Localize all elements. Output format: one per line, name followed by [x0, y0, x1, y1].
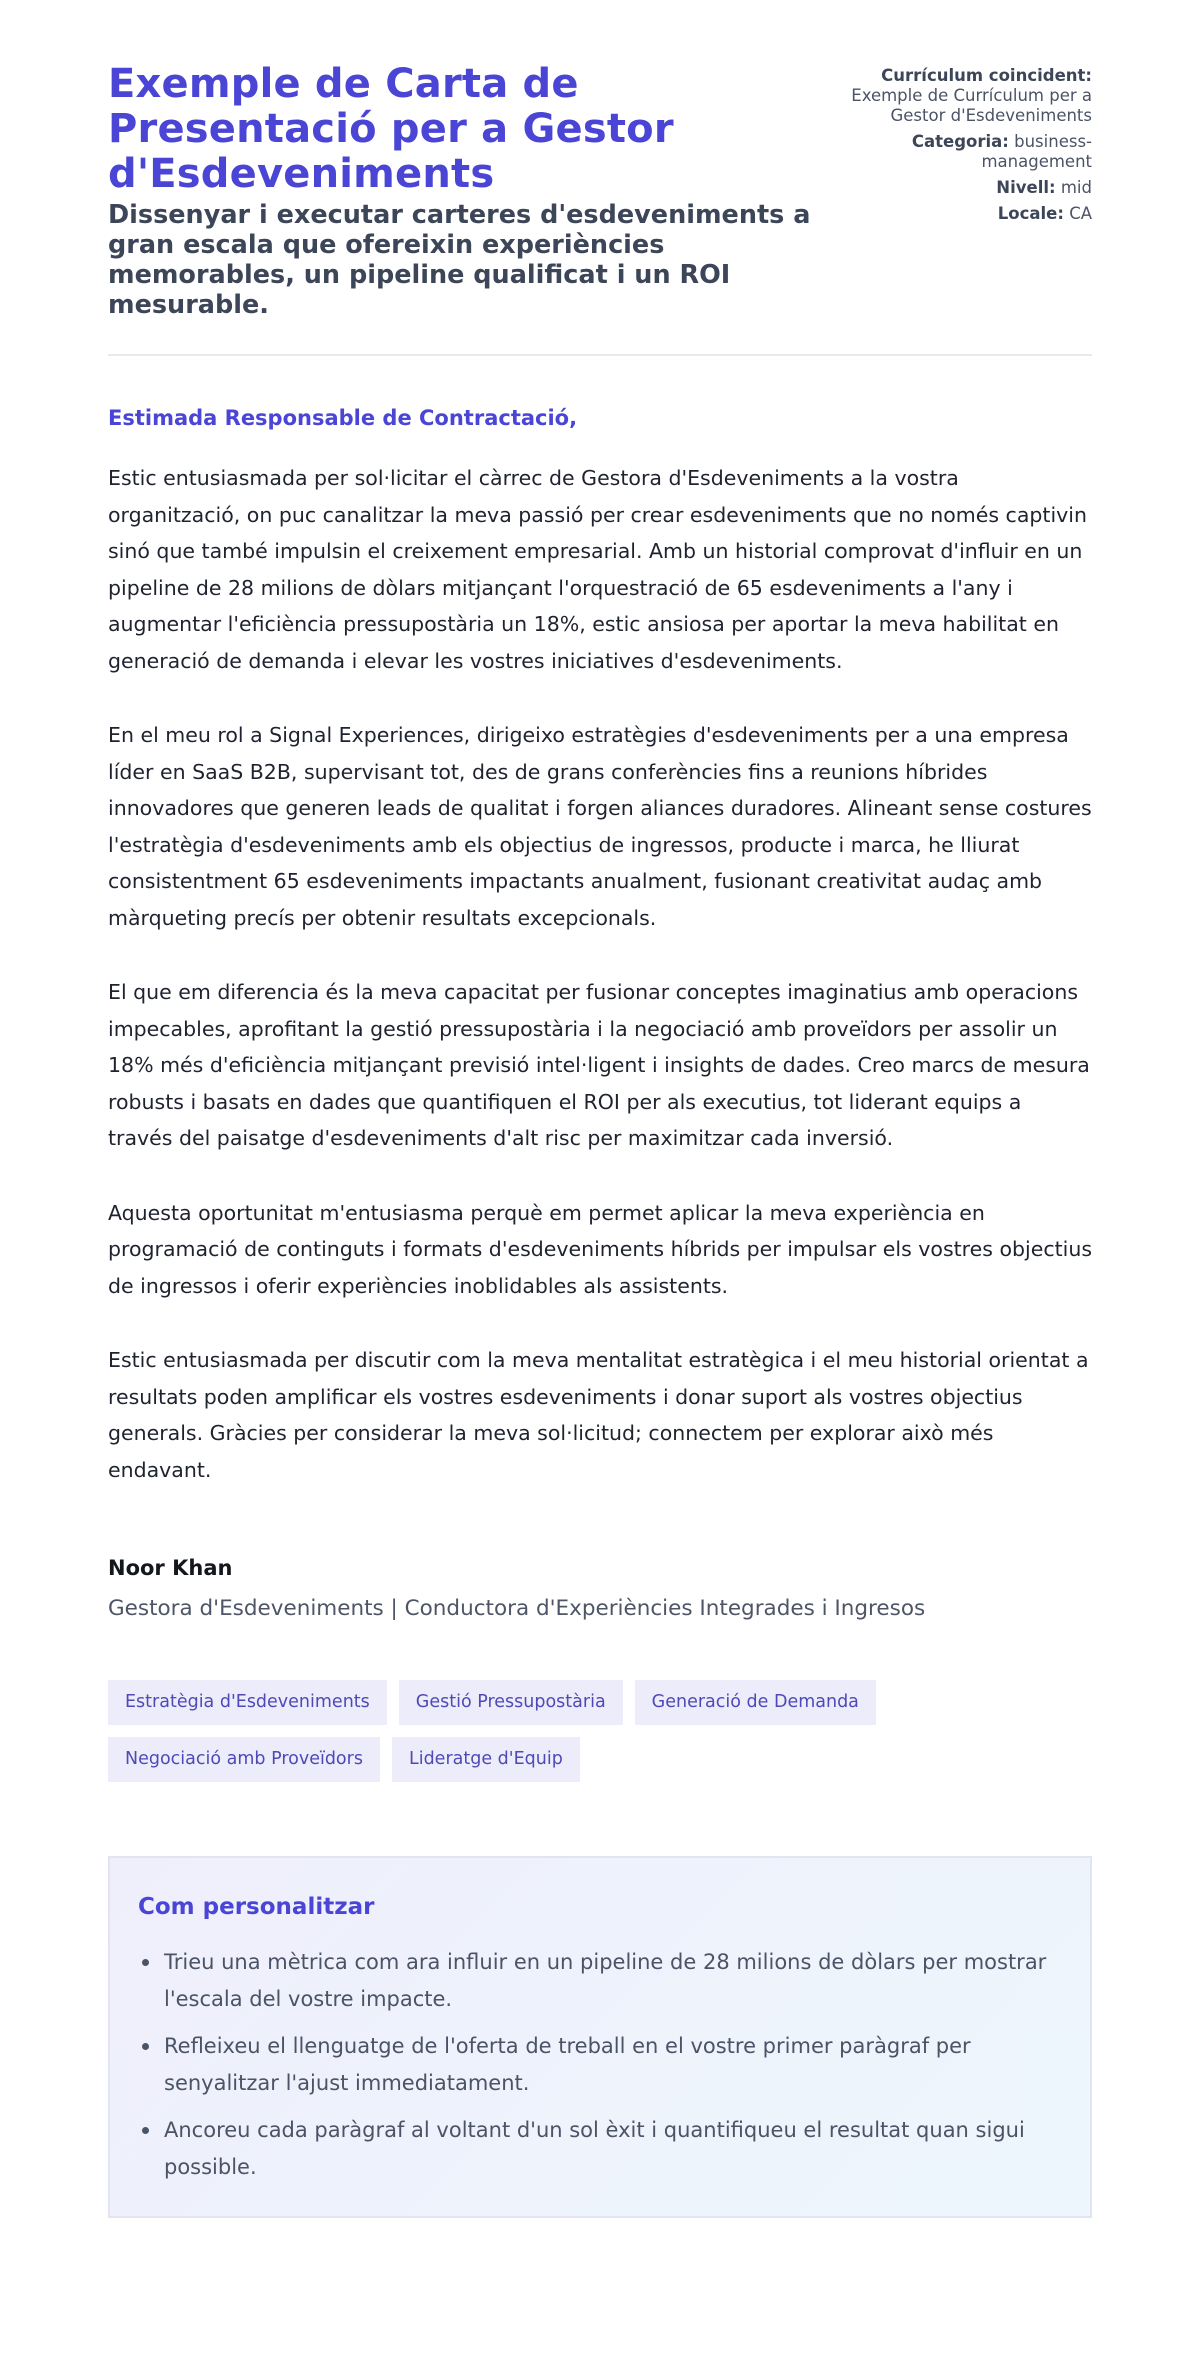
- page-title: Exemple de Carta de Presentació per a Gestor d'Esdeveniments: [108, 61, 674, 197]
- page-header: [108, 62, 1092, 320]
- salutation: Estimada Responsable de Contractació,: [108, 406, 578, 430]
- letter-paragraph: Estic entusiasmada per discutir com la meva mentalitat estratègica i el meu historial orientat a resultats poden amplificar els vostres esdeveniments i donar suport als vostres objectius generals. Gràcies per considerar la meva sol·licitud; connectem per explorar això més endavant.: [108, 1348, 1089, 1482]
- meta-locale: [842, 204, 1092, 224]
- meta-label: Nivell:: [996, 178, 1056, 197]
- meta-matching-resume: [842, 66, 1092, 126]
- letter: [108, 404, 1092, 1624]
- meta-value: mid: [1060, 178, 1092, 197]
- letter-paragraph: Aquesta oportunitat m'entusiasma perquè em permet aplicar la meva experiència en programació de continguts i formats d'esdeveniments híbrids per impulsar els vostres objectius de ingressos i oferir experiències inoblidables als assistents.: [108, 1200, 1092, 1298]
- skill-tag: Gestió Pressupostària: [399, 1680, 623, 1725]
- page-subtitle: Dissenyar i executar carteres d'esdeveniments a gran escala que ofereixin experiències memorables, un pipeline qualificat i un ROI mesurable.: [108, 200, 811, 320]
- header-divider: [108, 354, 1092, 356]
- skill-tag: Negociació amb Proveïdors: [108, 1737, 380, 1782]
- meta-value: CA: [1069, 204, 1092, 223]
- tips-item: [138, 2028, 1062, 2102]
- meta-value: Exemple de Currículum per a Gestor d'Esdeveniments: [851, 86, 1092, 125]
- letter-paragraph: El que em diferencia és la meva capacitat per fusionar conceptes imaginatius amb operacions impecables, aprofitant la gestió pressupostària i la negociació amb proveïdors per assolir un 18% més d'eficiència mitjançant previsió intel·ligent i insights de dades. Creo marcs de mesura robusts i basats en dades que quantifiquen el ROI per als executius, tot liderant equips a través del paisatge d'esdeveniments d'alt risc per maximitzar cada inversió.: [108, 980, 1090, 1150]
- tips-list: [138, 1944, 1062, 2186]
- bullet-icon: [142, 1959, 149, 1966]
- meta-category: [842, 132, 1092, 172]
- bullet-icon: [142, 2127, 149, 2134]
- signature-name: Noor Khan: [108, 1556, 233, 1580]
- tips-item: [138, 1944, 1062, 2018]
- tips-item-text: Refleixeu el llenguatge de l'oferta de treball en el vostre primer paràgraf per senyalitzar l'ajust immediatament.: [164, 2034, 971, 2095]
- tips-title: Com personalitzar: [138, 1894, 375, 1920]
- meta-label: Currículum coincident:: [881, 66, 1092, 85]
- skill-tag: Estratègia d'Esdeveniments: [108, 1680, 387, 1725]
- tips-item: [138, 2112, 1062, 2186]
- meta-level: [842, 178, 1092, 198]
- customization-tips: [108, 1856, 1092, 2218]
- skill-tags: [108, 1680, 888, 1782]
- signature-title: Gestora d'Esdeveniments | Conductora d'Experiències Integrades i Ingresos: [108, 1596, 926, 1621]
- header-titles: [108, 62, 838, 320]
- meta-label: Categoria:: [911, 132, 1009, 151]
- letter-paragraph: Estic entusiasmada per sol·licitar el càrrec de Gestora d'Esdeveniments a la vostra organització, on puc canalitzar la meva passió per crear esdeveniments que no només captivin sinó que també impulsin el creixement empresarial. Amb un historial comprovat d'influir en un pipeline de 28 milions de dòlars mitjançant l'orquestració de 65 esdeveniments a l'any i augmentar l'eficiència pressupostària un 18%, estic ansiosa per aportar la meva habilitat en generació de demanda i elevar les vostres iniciatives d'esdeveniments.: [108, 466, 1087, 673]
- letter-paragraph: En el meu rol a Signal Experiences, dirigeixo estratègies d'esdeveniments per a una empresa líder en SaaS B2B, supervisant tot, des de grans conferències fins a reunions híbrides innovadores que generen leads de qualitat i forgen aliances duradores. Alineant sense costures l'estratègia d'esdeveniments amb els objectius de ingressos, producte i marca, he lliurat consistentment 65 esdeveniments impactants anualment, fusionant creativitat audaç amb màrqueting precís per obtenir resultats excepcionals.: [108, 723, 1092, 930]
- skill-tag: Lideratge d'Equip: [392, 1737, 580, 1782]
- meta-value: business-management: [981, 132, 1092, 171]
- meta-label: Locale:: [997, 204, 1064, 223]
- bullet-icon: [142, 2043, 149, 2050]
- skill-tag: Generació de Demanda: [635, 1680, 876, 1725]
- signature: [108, 1554, 1092, 1624]
- tips-item-text: Trieu una mètrica com ara influir en un pipeline de 28 milions de dòlars per mostrar l'escala del vostre impacte.: [164, 1950, 1047, 2011]
- tips-item-text: Ancoreu cada paràgraf al voltant d'un sol èxit i quantifiqueu el resultat quan sigui possible.: [164, 2118, 1025, 2179]
- meta-panel: [842, 62, 1092, 230]
- letter-body: [108, 460, 1092, 1488]
